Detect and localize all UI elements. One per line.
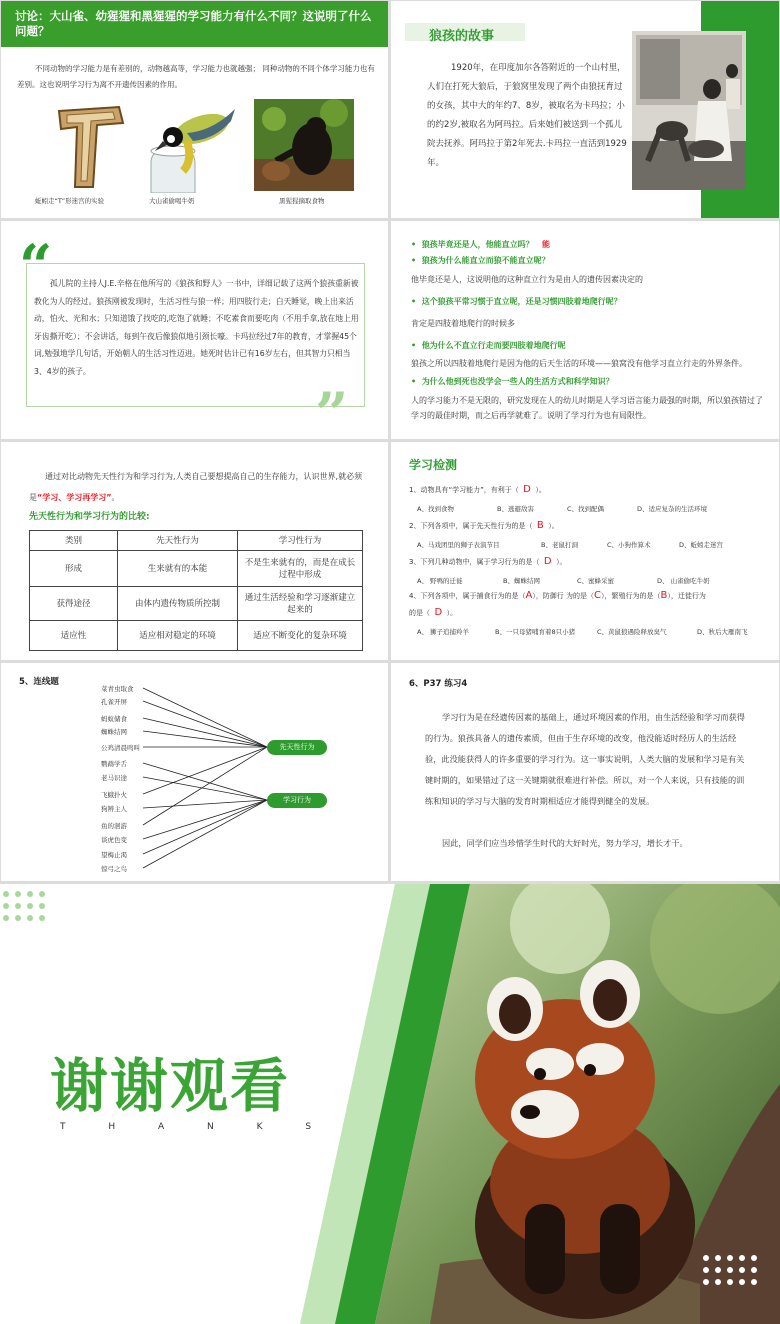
exercise-title: 6、P37 练习4 xyxy=(409,679,468,689)
q3-option-b: B、蜘蛛结网 xyxy=(503,577,540,585)
slide-behavior-comparison xyxy=(1,442,388,660)
q2-option-c: C、小狗作算术 xyxy=(607,541,651,549)
match-item: 蚂蚁储食 xyxy=(101,715,127,723)
caption-chimpanzee: 黑猩猩摘取食物 xyxy=(279,197,325,205)
chimpanzee-image xyxy=(254,99,354,191)
table-cell: 获得途径 xyxy=(30,587,118,621)
q2-option-d: D、蚯蚓走迷宫 xyxy=(679,541,724,549)
quiz-question-2: 2、下列各项中，属于先天性行为的是（ B ）。 xyxy=(409,520,559,531)
q1-option-b: B、逃避敌害 xyxy=(497,505,534,513)
q3-option-a: A、 野鸭的迁徙 xyxy=(417,577,463,585)
thanks-subtitle: T H A N K S xyxy=(60,1122,332,1132)
slide-title: 狼孩的故事 xyxy=(429,29,495,44)
question-4: • 他为什么不直立行走而要四肢着地爬行呢 xyxy=(411,341,566,350)
quote-open-icon: “ xyxy=(19,232,53,300)
quote-body: 孤儿院的主持人J.E.辛格在他所写的《狼孩和野人》一书中，详细记载了这两个狼孩重新被教化为人的经过。狼孩刚被发现时，生活习性与狼一样；用四肢行走；白天睡觉，晚上出来活动，怕火、光和水；只知道饿了找吃的,吃饱了就睡；不吃素食而要吃肉（不用手拿,放在地上用牙齿撕开吃）；不会讲话，每到午夜后像狼似地引颈长嚎。卡玛拉经过7年的教育，才掌握45个词,勉强地学几句话，开始朝人的生活习性迈进。她死时估计已有16岁左右，但其智力只相当3、4岁的孩子。 xyxy=(34,279,359,376)
table-header: 学习性行为 xyxy=(238,531,363,551)
question-3: • 这个狼孩平常习惯于直立呢，还是习惯四肢着地爬行呢？ xyxy=(411,297,622,306)
match-item: 望梅止渴 xyxy=(101,851,127,859)
table-cell: 形成 xyxy=(30,551,118,587)
wolf-children-photo xyxy=(632,31,746,190)
quiz-title: 学习检测 xyxy=(409,458,458,472)
table-cell: 适应性 xyxy=(30,621,118,651)
answer-4: 狼孩之所以四肢着地爬行是因为他的后天生活的环境——狼窝没有他学习直立行走的外界条件。 xyxy=(411,359,747,368)
match-target-innate: 先天性行为 xyxy=(267,740,327,755)
answer-3: 肯定是四肢着地爬行的时候多 xyxy=(411,319,515,328)
exercise-title: 5、连线题 xyxy=(19,677,59,687)
answer-2: 他毕竟还是人，这说明他的这种直立行为是由人的遗传因素决定的 xyxy=(411,275,643,284)
quiz-question-1: 1、动物具有“学习能力”，有利于（ D ）。 xyxy=(409,484,546,495)
slide-exercise-4 xyxy=(391,663,779,881)
match-item: 孔雀开屏 xyxy=(101,698,127,706)
slide-animal-learning xyxy=(1,1,388,218)
comparison-table xyxy=(29,530,363,651)
q1-option-a: A、找到食物 xyxy=(417,505,454,513)
exercise-paragraph-2: 因此，同学们应当珍惜学生时代的大好时光，努力学习，增长才干。 xyxy=(442,838,688,848)
table-row xyxy=(30,551,363,587)
comparison-subtitle: 先天性行为和学习行为的比较: xyxy=(29,512,150,522)
slide-quiz xyxy=(391,442,779,660)
q4-option-d: D、秋后大雁南飞 xyxy=(697,628,748,636)
table-cell: 由体内遗传物质所控制 xyxy=(118,587,238,621)
quote-close-icon: ” xyxy=(315,380,349,439)
thanks-title: 谢谢观看 xyxy=(50,1052,291,1120)
match-item: 蜘蛛结网 xyxy=(101,728,127,736)
q2-option-b: B、老鼠打洞 xyxy=(541,541,578,549)
exercise-paragraph-1: 学习行为是在经遗传因素的基础上，通过环境因素的作用，由生活经验和学习而获得的行为。狼孩具备人的遗传素质，但由于生存环境的改变，他没能适时经历人的生活经验，此没能获得人的许多重要的学习行为。这一事实说明，人类大脑的发展和学习是有关键时期的，如果错过了这一关键期就很难进行补偿。所以，对一个人来说，只有技能的训练和知识的学习与大脑的发育时期相适应才能得到健全的发展。 xyxy=(425,712,745,806)
great-tit-bird-image xyxy=(143,101,239,193)
q1-option-d: D、适应复杂的生活环境 xyxy=(637,505,708,513)
slide-thanks xyxy=(0,884,780,1324)
intro-text: 通过对比动物先天性行为和学习行为,人类自己要想提高自己的生存能力，认识世界,就必须是“学习、学习再学习”。 xyxy=(29,472,363,502)
slide-body: 1920年，在印度加尔各答附近的一个山村里，人们在打死大狼后，于狼窝里发现了两个由狼抚育过的女孩，其中大的年约7、8岁，被取名为卡玛拉；小的约2岁,被取名为阿玛拉。后来她们被送到一个孤儿院去抚养。阿玛拉于第2年死去.卡玛拉一直活到1929年。 xyxy=(427,63,627,168)
match-item: 菜青虫取食 xyxy=(101,685,134,693)
caption-great-tit: 大山雀偷喝牛奶 xyxy=(149,197,195,205)
question-5: • 为什么他到死也没学会一些人的生活方式和科学知识？ xyxy=(411,377,614,386)
matching-lines xyxy=(1,663,388,881)
table-row xyxy=(30,621,363,651)
caption-t-maze: 蚯蚓走“T”形迷宫的实验 xyxy=(35,197,105,205)
q4-option-b: B、一只母猪哺育着8只小猪 xyxy=(495,628,576,636)
q3-option-d: D、 山雀偷吃牛奶 xyxy=(657,577,710,585)
match-item: 鱼的洄游 xyxy=(101,822,127,830)
match-target-learned: 学习行为 xyxy=(267,793,327,808)
slide-body: 不同动物的学习能力是有差别的，动物越高等，学习能力也就越强； 同种动物的不同个体学习能力也有差别。这也说明学习行为离不开遗传因素的作用。 xyxy=(17,64,375,89)
q4-option-a: A、 狮子追捕羚羊 xyxy=(417,628,470,636)
quiz-question-4: 4、下列各项中，属于捕食行为的是（A），防御行 为的是（C），繁殖行为的是（B），迁徙行为 xyxy=(409,590,706,601)
table-header: 先天性行为 xyxy=(118,531,238,551)
quiz-question-4-cont: 的是（ D ）。 xyxy=(409,607,458,618)
table-cell: 适应不断变化的复杂环境 xyxy=(238,621,363,651)
table-cell: 通过生活经验和学习逐渐建立起来的 xyxy=(238,587,363,621)
match-item: 飞蛾扑火 xyxy=(101,791,127,799)
question-1: • 狼孩毕竟还是人，他能直立吗？ 能 xyxy=(411,240,551,249)
answer-5: 人的学习能力不是无限的，研究发现在人的幼儿时期是人学习语言能力最强的时期，所以狼孩错过了学习的最佳时期，而之后再学就难了。说明了学习行为也有局限性。 xyxy=(411,396,763,420)
table-row xyxy=(30,587,363,621)
table-header: 类别 xyxy=(30,531,118,551)
q2-option-a: A、马戏团里的狮子表演节目 xyxy=(417,541,500,549)
slide-matching-exercise xyxy=(1,663,388,881)
slide-wolf-child-quote xyxy=(1,221,388,439)
match-item: 公鸡清晨鸣叫 xyxy=(101,744,140,752)
slide-title: 讨论：大山雀、幼猩猩和黑猩猩的学习能力有什么不同？这说明了什么问题？ xyxy=(1,1,388,47)
dot-pattern-bottom-right xyxy=(702,1254,762,1294)
match-item: 谈虎色变 xyxy=(101,836,127,844)
table-cell: 生来就有的本能 xyxy=(118,551,238,587)
slide-wolf-child-story xyxy=(391,1,779,218)
question-2: • 狼孩为什么能直立而狼不能直立呢？ xyxy=(411,256,550,265)
slide-wolf-child-questions xyxy=(391,221,779,439)
t-maze-image xyxy=(53,105,125,189)
table-cell: 适应相对稳定的环境 xyxy=(118,621,238,651)
table-header-row xyxy=(30,531,363,551)
match-item: 惊弓之鸟 xyxy=(101,865,127,873)
match-item: 狗辨主人 xyxy=(101,805,127,813)
q1-option-c: C、找到配偶 xyxy=(567,505,605,513)
table-cell: 不是生来就有的，而是在成长过程中形成 xyxy=(238,551,363,587)
match-item: 鹦鹉学舌 xyxy=(101,760,127,768)
q3-option-c: C、蜜蜂采蜜 xyxy=(577,577,615,585)
quiz-question-3: 3、下列几种动物中，属于学习行为的是（ D ）。 xyxy=(409,556,567,567)
match-item: 老马识途 xyxy=(101,774,127,782)
q4-option-c: C、黄鼠狼遇险释放臭气 xyxy=(597,628,667,636)
